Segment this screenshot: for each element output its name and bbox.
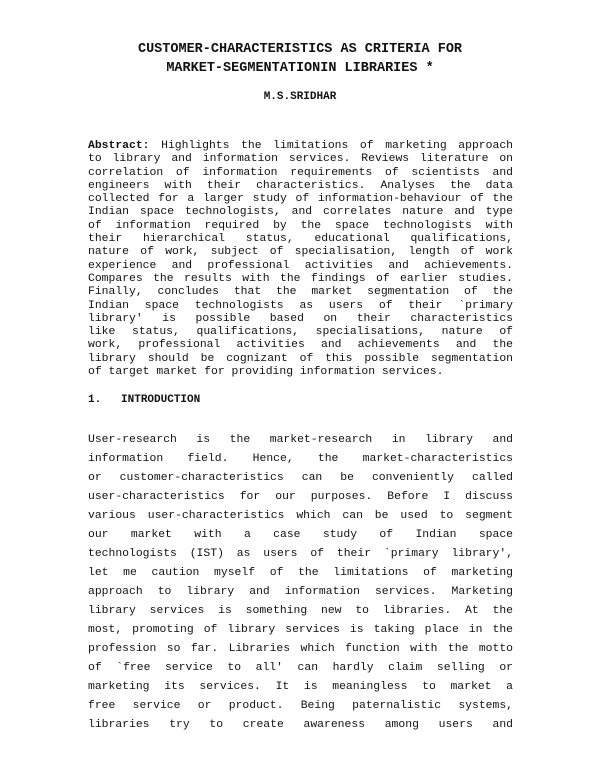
- body-line: libraries try to create awareness among users and: [88, 719, 513, 731]
- body-line: our market with a case study of Indian space: [88, 529, 513, 541]
- abstract-first-line-text: Highlights the limitations of marketing approach: [149, 140, 513, 152]
- abstract-line: [88, 140, 513, 153]
- abstract-line: nature of work, subject of specialisation, length of work: [88, 246, 513, 259]
- body-line: of `free service to all' can hardly claim selling or: [88, 662, 513, 674]
- abstract-line: like status, qualifications, specialisations, nature of: [88, 326, 513, 339]
- body-line: let me caution myself of the limitations of marketing: [88, 567, 513, 579]
- body-line: or customer-characteristics can be conveniently called: [88, 472, 513, 484]
- abstract-line: Indian space technologists, and correlates nature and type: [88, 206, 513, 219]
- abstract-line: library should be cognizant of this possible segmentation: [88, 352, 513, 365]
- body-line: most, promoting of library services is taking place in the: [88, 624, 513, 636]
- abstract-line: engineers with their characteristics. Analyses the data: [88, 179, 513, 192]
- body-line: marketing its services. It is meaningless to market a: [88, 681, 513, 693]
- body-line: information field. Hence, the market-characteristics: [88, 453, 513, 465]
- abstract-line: to library and information services. Reviews literature on: [88, 153, 513, 166]
- section-number: 1.: [88, 394, 102, 406]
- abstract-line: correlation of information requirements of scientists and: [88, 166, 513, 179]
- abstract-line: Indian space technologists as users of their `primary: [88, 299, 513, 312]
- body-line: profession so far. Libraries which function with the motto: [88, 643, 513, 655]
- introduction-body: [88, 431, 513, 735]
- title-line-1: CUSTOMER-CHARACTERISTICS AS CRITERIA FOR: [137, 42, 463, 57]
- abstract-line: Compares the results with the findings of earlier studies.: [88, 272, 513, 285]
- body-line: free service or product. Being paternalistic systems,: [88, 700, 513, 712]
- section-heading: [88, 394, 200, 406]
- abstract-label: Abstract:: [88, 140, 150, 152]
- body-line: approach to library and information services. Marketing: [88, 586, 513, 598]
- body-line: User-research is the market-research in library and: [88, 434, 513, 446]
- abstract-line: work, professional activities and achievements and the: [88, 339, 513, 352]
- abstract-line: library' is possible based on their characteristics: [88, 312, 513, 325]
- body-line: technologists (IST) as users of their `primary library',: [88, 548, 513, 560]
- title-line-2: MARKET-SEGMENTATIONIN LIBRARIES *: [166, 61, 434, 76]
- abstract-line: of information required by the space technologists with: [88, 219, 513, 232]
- body-line: user-characteristics for our purposes. Before I discuss: [88, 491, 513, 503]
- abstract-line: of target market for providing information services.: [88, 366, 444, 379]
- author-name: M.S.SRIDHAR: [263, 91, 337, 103]
- abstract: [88, 140, 513, 379]
- section-title: INTRODUCTION: [121, 394, 201, 406]
- abstract-line: their hierarchical status, educational qualifications,: [88, 233, 513, 246]
- abstract-line: Finally, concludes that the market segmentation of the: [88, 286, 513, 299]
- body-line: various user-characteristics which can be used to segment: [88, 510, 513, 522]
- abstract-line: experience and professional activities and achievements.: [88, 259, 513, 272]
- abstract-line: collected for a larger study of information-behaviour of the: [88, 193, 513, 206]
- paper-title: [60, 40, 540, 78]
- body-line: library services is something new to libraries. At the: [88, 605, 513, 617]
